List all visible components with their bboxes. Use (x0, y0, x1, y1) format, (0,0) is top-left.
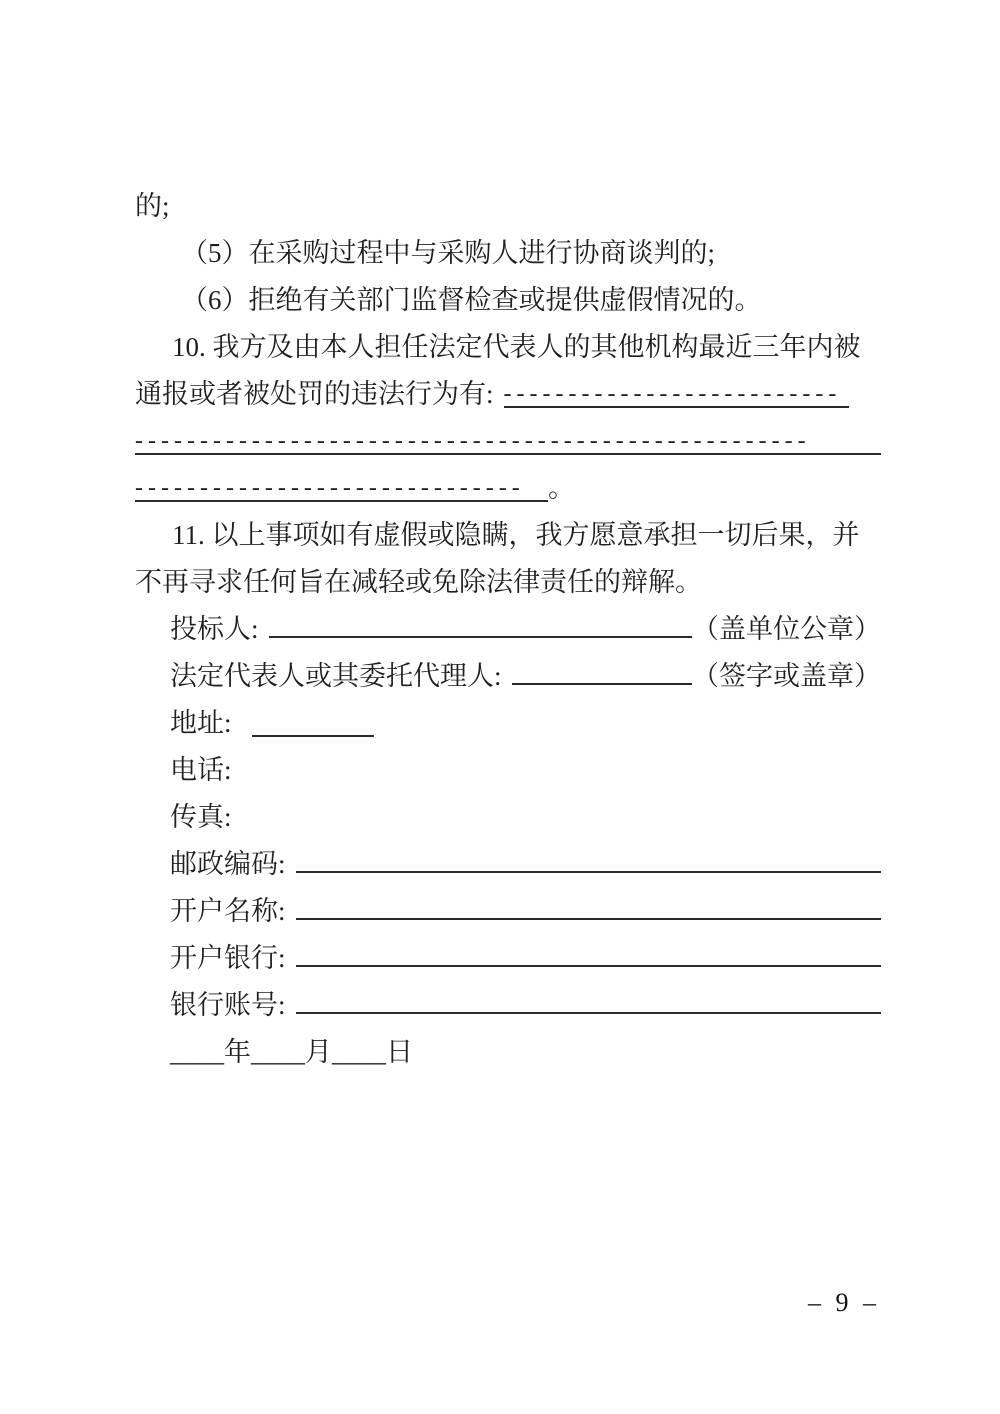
legal-rep-fill-line (512, 683, 692, 685)
phone-label: 电话: (170, 755, 232, 785)
fax-label: 传真: (170, 802, 232, 832)
bidder-fill-line (269, 636, 692, 638)
clause-10-line-3 (135, 418, 881, 465)
address-row (135, 700, 881, 747)
clause-10-line-2-text: 通报或者被处罚的违法行为有: (135, 379, 494, 409)
violations-blank-line-3: ------------------------------ (135, 476, 548, 502)
bank-name-label: 开户银行: (170, 943, 286, 973)
clause-10-line-4 (135, 465, 881, 512)
clause-item-6: （6）拒绝有关部门监督检查或提供虚假情况的。 (181, 285, 762, 315)
full-stop: 。 (548, 473, 575, 503)
legal-rep-label: 法定代表人或其委托代理人: (170, 661, 502, 691)
legal-rep-row (135, 653, 881, 700)
page-number: – 9 – (808, 1288, 880, 1317)
clause-item-5: （5）在采购过程中与采购人进行协商谈判的; (181, 238, 716, 268)
date-row: ____年____月____日 (170, 1037, 413, 1067)
fax-row (135, 794, 881, 841)
page-content (135, 183, 881, 1076)
clause-10-line-2 (135, 371, 881, 418)
clause-11-line-1: 11. 以上事项如有虚假或隐瞒，我方愿意承担一切后果，并 (172, 520, 860, 550)
bank-name-row (135, 935, 881, 982)
account-name-fill-line (296, 918, 881, 920)
bank-name-fill-line (296, 965, 881, 967)
postcode-row (135, 841, 881, 888)
bidder-row (135, 606, 881, 653)
account-name-row (135, 888, 881, 935)
clause-carryover-line: 的; (135, 191, 170, 221)
address-label: 地址: (170, 708, 232, 738)
legal-rep-sign-note: （签字或盖章） (692, 661, 881, 691)
bidder-label: 投标人: (170, 614, 259, 644)
postcode-fill-line (296, 871, 881, 873)
bank-account-row (135, 982, 881, 1029)
clause-11-line-2: 不再寻求任何旨在减轻或免除法律责任的辩解。 (135, 567, 702, 597)
phone-row (135, 747, 881, 794)
address-fill-line (252, 735, 374, 737)
bank-account-label: 银行账号: (170, 990, 286, 1020)
clause-10-line-1: 10. 我方及由本人担任法定代表人的其他机构最近三年内被 (172, 332, 861, 362)
violations-blank-line-2: ---------------------------------------------------- (135, 429, 881, 455)
bank-account-fill-line (296, 1012, 881, 1014)
account-name-label: 开户名称: (170, 896, 286, 926)
violations-blank-line-1: -------------------------- (504, 382, 849, 408)
postcode-label: 邮政编码: (170, 849, 286, 879)
bidder-seal-note: （盖单位公章） (692, 614, 881, 644)
